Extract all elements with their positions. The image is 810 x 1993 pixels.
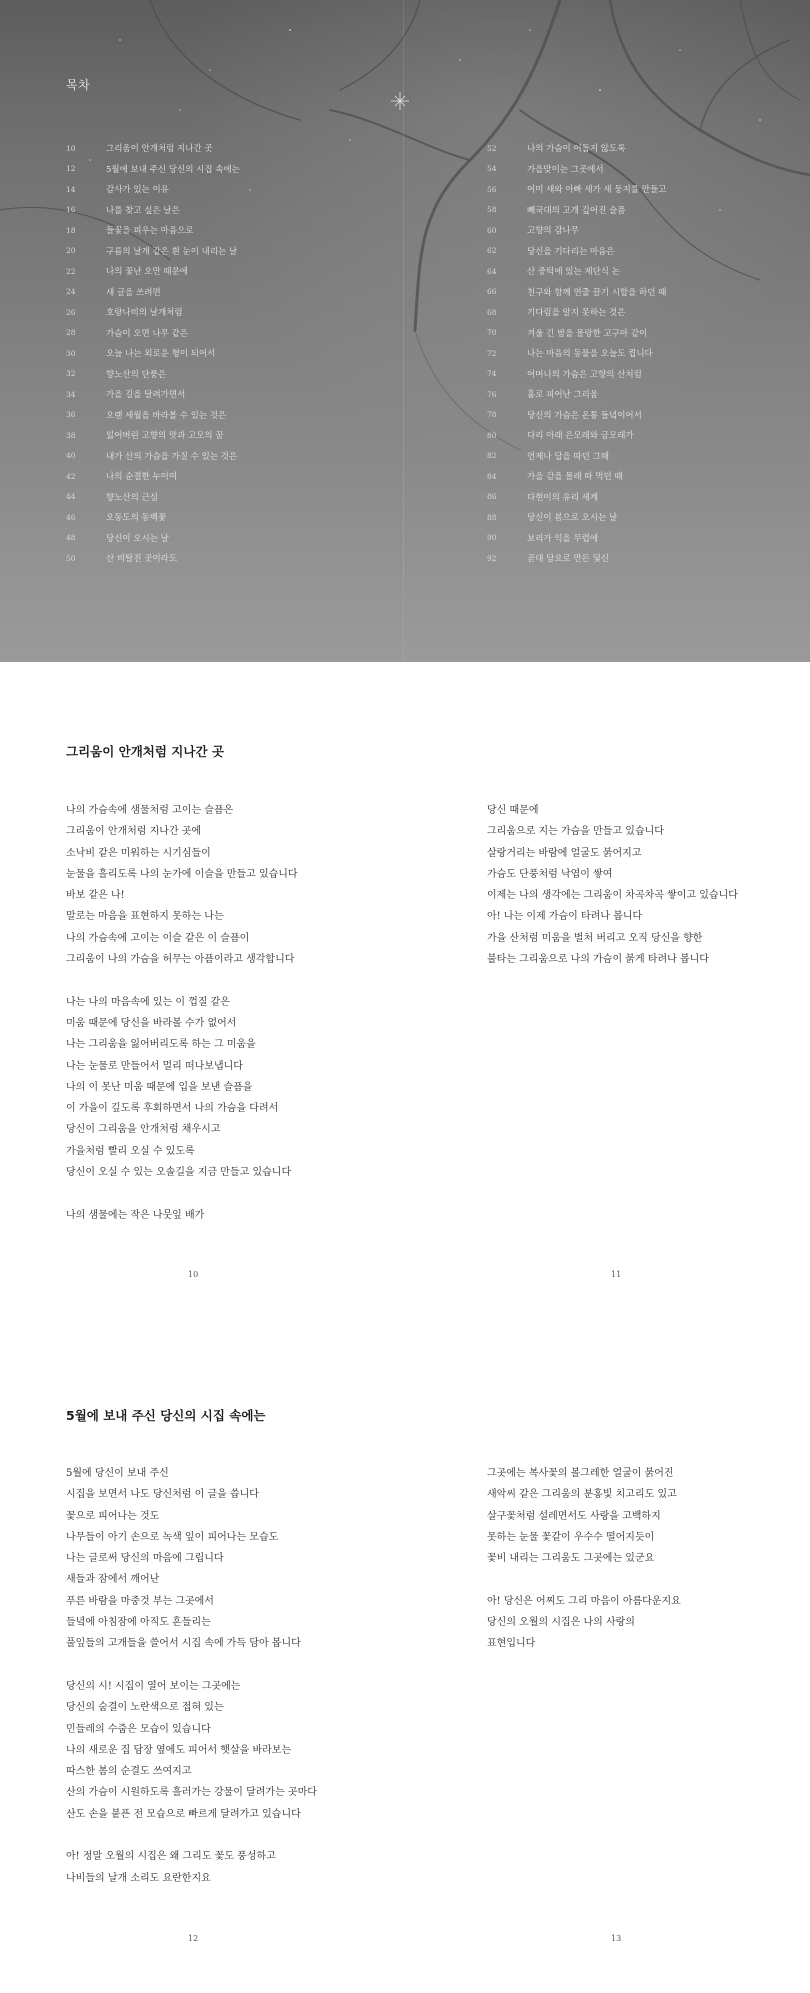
toc-page-number: 70: [487, 328, 497, 338]
poem-line: 가슴도 단풍처럼 낙엽이 쌓여: [487, 868, 613, 880]
poem-line: 그리움이 나의 가슴을 허무는 아픔이라고 생각합니다: [66, 954, 295, 966]
toc-entry: [66, 364, 396, 385]
toc-entry: [487, 364, 810, 385]
poem-line: 나무들이 아기 손으로 녹색 잎이 피어나는 모습도: [66, 1531, 279, 1543]
toc-entry: [487, 384, 810, 405]
poem-line: 당신의 시! 시집이 열어 보이는 그곳에는: [66, 1680, 241, 1692]
toc-page-number: 12: [66, 164, 76, 174]
poem-line: 당신의 숨결이 노란색으로 접혀 있는: [66, 1702, 224, 1714]
toc-entry-title: 향노산의 단풍은: [106, 369, 167, 380]
toc-entry: [487, 446, 810, 467]
toc-entry-title: 기다림을 알지 못하는 것은: [527, 308, 626, 319]
toc-entry-title: 곧대 담요로 만든 덫신: [527, 554, 610, 565]
toc-page-number: 38: [66, 430, 76, 440]
toc-entry-title: 친구와 함께 연출 끌기 시합을 하던 때: [527, 287, 667, 298]
poem-line: 가을처럼 빨리 오실 수 있도록: [66, 1145, 195, 1157]
toc-entry: [487, 507, 810, 528]
toc-title: 목차: [66, 78, 91, 92]
poem-line: 새악씨 같은 그리움의 분홍빛 치고리도 있고: [487, 1489, 677, 1501]
poem-line: [487, 1569, 810, 1590]
toc-entry: [487, 138, 810, 159]
toc-entry-title: 산 비탈진 곳이라도: [106, 554, 178, 565]
page-number-left: 10: [188, 1270, 199, 1279]
poem-line: 나는 그리움을 잃어버리도록 하는 그 미움을: [66, 1039, 256, 1051]
poem-line: 꽃비 내리는 그리움도 그곳에는 있군요: [487, 1553, 655, 1565]
toc-entry-title: 당신을 기다리는 마음은: [527, 246, 615, 257]
toc-entry: [487, 282, 810, 303]
toc-entry: [487, 487, 810, 508]
poem-spread-1: [0, 662, 810, 1322]
toc-entry-title: 가을 길을 달려가면서: [106, 390, 186, 401]
poem-title: 그리움이 안개처럼 지나간 곳: [66, 744, 224, 759]
poem-line: 산도 손을 붙픈 전 모습으로 빠르게 달려가고 있습니다: [66, 1808, 301, 1820]
toc-entry: [487, 261, 810, 282]
toc-entry: [66, 405, 396, 426]
toc-entry-title: 가을 감을 몰래 따 먹던 때: [527, 472, 623, 483]
toc-entry: [66, 159, 396, 180]
toc-entry: [487, 343, 810, 364]
poem-line: 풀잎들의 고개들을 쓸어서 시집 속에 가득 담아 봅니다: [66, 1638, 301, 1650]
toc-entry-title: 오랜 세월을 바라볼 수 있는 것은: [106, 410, 227, 421]
toc-entry-title: 어머니의 가슴은 고향의 산처럼: [527, 369, 642, 380]
poem-line: [66, 1825, 406, 1846]
toc-page-number: 50: [66, 553, 76, 563]
toc-entry-title: 내가 산의 가슴을 가질 수 있는 것은: [106, 451, 238, 462]
toc-page-number: 14: [66, 184, 76, 194]
toc-entry: [66, 425, 396, 446]
toc-entry-title: 언제나 답을 따던 그때: [527, 451, 610, 462]
toc-page-number: 64: [487, 266, 497, 276]
toc-entry: [66, 261, 396, 282]
toc-entry-title: 나의 가슴이 어둡지 않도록: [527, 144, 626, 155]
toc-page-number: 76: [487, 389, 497, 399]
poem-line: 나의 샘물에는 작은 나뭇잎 배가: [66, 1209, 205, 1221]
poem-line: 눈물을 흘리도록 나의 눈가에 이슬을 만들고 있습니다: [66, 868, 298, 880]
toc-page-number: 80: [487, 430, 497, 440]
poem-spread-2: [0, 1322, 810, 1993]
toc-page-number: 84: [487, 471, 497, 481]
poem-line: 나비들의 날개 소리도 요란한지요: [66, 1872, 211, 1884]
toc-page-number: 88: [487, 512, 497, 522]
toc-entry: [487, 220, 810, 241]
toc-entry-title: 향노산의 근심: [106, 492, 158, 503]
poem-line: 나는 나의 마음속에 있는 이 껍질 같은: [66, 996, 230, 1008]
toc-page-number: 44: [66, 492, 76, 502]
page-number-left: 12: [188, 1934, 199, 1943]
poem-line: 가을 산처럼 미움을 벌처 버리고 오직 당신을 향한: [487, 932, 703, 944]
toc-entry: [66, 384, 396, 405]
toc-page-number: 46: [66, 512, 76, 522]
poem-line: 소낙비 같은 미워하는 시기심들이: [66, 847, 211, 859]
toc-page-number: 28: [66, 328, 76, 338]
toc-entry: [487, 200, 810, 221]
poem-line: 푸른 바람을 마중것 부는 그곳에서: [66, 1595, 214, 1607]
toc-page-number: 16: [66, 205, 76, 215]
toc-page-number: 18: [66, 225, 76, 235]
toc-page-number: 10: [66, 143, 76, 153]
spine-fold: [403, 0, 404, 662]
toc-page-number: 72: [487, 348, 497, 358]
poem-line: 아! 정말 오월의 시집은 왜 그리도 꽃도 풍성하고: [66, 1851, 276, 1863]
toc-page-number: 52: [487, 143, 497, 153]
toc-entry: [66, 466, 396, 487]
toc-page-number: 42: [66, 471, 76, 481]
toc-page-number: 20: [66, 246, 76, 256]
page-number-right: 11: [611, 1270, 622, 1279]
poem-line: 그곳에는 복사꽃의 볼그레한 얼굴이 붉어진: [487, 1468, 674, 1479]
toc-entry: [66, 200, 396, 221]
poem-line: 따스한 봄의 순결도 쓰여지고: [66, 1766, 192, 1778]
toc-entry-title: 다리 아래 은모래와 금모래가: [527, 431, 634, 442]
toc-entry-title: 구름의 날개 같은 흰 눈이 내리는 날: [106, 246, 238, 257]
toc-page-number: 58: [487, 205, 497, 215]
poem-line: 시집을 보면서 나도 당신처럼 이 글을 씁니다: [66, 1489, 259, 1501]
toc-entry-title: 나의 순결한 누이여: [106, 472, 178, 483]
poem-line: 살구꽃처럼 설레면서도 사랑을 고백하지: [487, 1510, 661, 1522]
toc-page-number: 48: [66, 533, 76, 543]
toc-entry: [66, 548, 396, 569]
toc-entry-title: 오동도의 동백꽃: [106, 513, 167, 524]
toc-entry: [487, 302, 810, 323]
toc-entry: [66, 343, 396, 364]
toc-entry: [487, 159, 810, 180]
toc-entry-title: 그리움이 안개처럼 지나간 곳: [106, 144, 213, 155]
toc-entry-title: 고향의 감나무: [527, 226, 579, 237]
toc-page-number: 86: [487, 492, 497, 502]
toc-page-number: 32: [66, 369, 76, 379]
toc-entry-title: 당신이 봄으로 오시는 날: [527, 513, 618, 524]
toc-entry: [66, 528, 396, 549]
toc-entry-title: 다현이의 유리 세계: [527, 492, 599, 503]
toc-left-column: [66, 138, 396, 569]
toc-entry-title: 당신이 오시는 날: [106, 533, 169, 544]
poem-line: 미움 때문에 당신을 바라볼 수가 없어서: [66, 1017, 237, 1029]
toc-entry-title: 잃어버린 고향의 맛과 고모의 꿈: [106, 431, 224, 442]
poem-line: [66, 1183, 406, 1204]
toc-entry-title: 당신의 가슴은 온통 들녘이어서: [527, 410, 642, 421]
toc-entry-title: 나를 찾고 싶은 날은: [106, 205, 180, 216]
poem-right-column: [487, 1463, 810, 1655]
poem-line: 바보 같은 나!: [66, 890, 125, 902]
toc-entry: [66, 446, 396, 467]
toc-entry-title: 오늘 나는 외로운 형이 되어서: [106, 349, 216, 360]
poem-title: 5월에 보내 주신 당신의 시집 속에는: [66, 1408, 266, 1423]
toc-page-number: 68: [487, 307, 497, 317]
poem-line: 당신 때문에: [487, 805, 539, 816]
toc-entry: [66, 487, 396, 508]
toc-page-number: 60: [487, 225, 497, 235]
poem-line: 나는 눈물로 만들어서 멀리 떠나보냅니다: [66, 1060, 243, 1072]
toc-entry: [66, 138, 396, 159]
toc-entry-title: 새 글을 쓰려면: [106, 287, 161, 298]
toc-page-number: 22: [66, 266, 76, 276]
poem-line: 5월에 당신이 보내 주신: [66, 1468, 169, 1479]
poem-line: 그리움으로 지는 가슴을 만들고 있습니다: [487, 826, 664, 838]
toc-entry-title: 가슴이 오면 나무 같은: [106, 328, 189, 339]
toc-page-number: 56: [487, 184, 497, 194]
poem-line: 나의 가슴속에 고이는 이슬 같은 이 슬픔이: [66, 932, 250, 944]
toc-page-number: 90: [487, 533, 497, 543]
toc-entry: [487, 528, 810, 549]
toc-entry-title: 감사가 있는 이유: [106, 185, 169, 196]
toc-entry-title: 빼국대의 고개 깊어진 슬픔: [527, 205, 626, 216]
toc-page-number: 24: [66, 287, 76, 297]
poem-line: 민들레의 수줍은 모습이 있습니다: [66, 1723, 211, 1735]
toc-entry: [66, 241, 396, 262]
toc-entry: [66, 282, 396, 303]
toc-page-number: 62: [487, 246, 497, 256]
toc-entry-title: 가을맞이는 그곳에서: [527, 164, 604, 175]
toc-entry-title: 보리가 익을 무렵에: [527, 533, 599, 544]
toc-page-number: 40: [66, 451, 76, 461]
poem-line: 그리움이 안개처럼 지나간 곳에: [66, 826, 202, 838]
toc-entry: [66, 507, 396, 528]
poem-line: 못하는 눈물 꽃같이 우수수 떨어지듯이: [487, 1531, 655, 1543]
toc-page-number: 66: [487, 287, 497, 297]
poem-line: 당신이 그리움을 안개처럼 채우시고: [66, 1124, 221, 1136]
poem-line: 당신의 오월의 시집은 나의 사랑의: [487, 1617, 635, 1629]
poem-line: 살랑거리는 바람에 얼굴도 붉어지고: [487, 847, 642, 859]
toc-page-number: 26: [66, 307, 76, 317]
toc-entry-title: 홀로 피어난 그리움: [527, 390, 599, 401]
poem-line: 들녘에 아침잠에 아직도 흔들리는: [66, 1617, 211, 1629]
poem-right-column: [487, 800, 810, 970]
poem-line: 새들과 잠에서 깨어난: [66, 1574, 160, 1586]
poem-line: 말로는 마음을 표현하지 못하는 나는: [66, 911, 224, 923]
toc-entry-title: 들꽃을 피우는 마음으로: [106, 226, 194, 237]
poem-left-column: [66, 1463, 406, 1889]
poem-line: 아! 당신은 어찌도 그리 마음이 아름다운지요: [487, 1595, 681, 1607]
toc-page-number: 30: [66, 348, 76, 358]
toc-entry-title: 어미 새와 아빠 새가 새 둥지를 만들고: [527, 185, 667, 196]
toc-page-number: 74: [487, 369, 497, 379]
poem-line: 아! 나는 이제 가슴이 타려나 봅니다: [487, 911, 643, 923]
toc-entry: [487, 323, 810, 344]
toc-entry-title: 나의 꽃난 오만 때문에: [106, 267, 189, 278]
toc-entry: [487, 179, 810, 200]
toc-entry: [487, 466, 810, 487]
poem-line: [66, 970, 406, 991]
poem-line: 이 가을이 깊도록 후회하면서 나의 가슴을 다려서: [66, 1103, 279, 1115]
toc-entry: [487, 405, 810, 426]
toc-entry: [66, 302, 396, 323]
poem-line: 불타는 그리움으로 나의 가슴이 붉게 타려나 봅니다: [487, 954, 709, 966]
toc-entry-title: 산 중턱에 있는 제단식 논: [527, 267, 620, 278]
toc-spread: [0, 0, 810, 662]
toc-page-number: 36: [66, 410, 76, 420]
poem-line: [66, 1655, 406, 1676]
poem-line: 나의 새로운 집 담장 옆에도 피어서 햇살을 바라보는: [66, 1744, 292, 1756]
poem-line: 나의 가슴속에 샘물처럼 고이는 슬픔은: [66, 805, 234, 816]
toc-page-number: 54: [487, 164, 497, 174]
sparkle-icon: [391, 92, 409, 110]
toc-right-column: [487, 138, 810, 569]
toc-entry: [66, 220, 396, 241]
toc-entry: [487, 425, 810, 446]
poem-line: 당신이 오실 수 있는 오솔길을 지금 만들고 있습니다: [66, 1167, 292, 1179]
toc-page-number: 92: [487, 553, 497, 563]
toc-entry-title: 5월에 보내 주신 당신의 시집 속에는: [106, 164, 240, 175]
toc-entry: [487, 241, 810, 262]
toc-entry-title: 겨울 긴 밤을 몰랑한 고구마 같이: [527, 328, 648, 339]
toc-entry: [66, 323, 396, 344]
poem-left-column: [66, 800, 406, 1226]
poem-line: 나의 이 못난 미움 때문에 입을 보낸 슬픔을: [66, 1081, 253, 1093]
toc-page-number: 82: [487, 451, 497, 461]
poem-line: 표현입니다: [487, 1638, 536, 1650]
poem-line: 나는 글로써 당신의 마음에 그립니다: [66, 1553, 224, 1565]
poem-line: 꽃으로 피어나는 것도: [66, 1510, 160, 1522]
toc-page-number: 78: [487, 410, 497, 420]
poem-line: 산의 가슴이 시원하도록 흘러가는 강물이 달려가는 곳마다: [66, 1787, 317, 1799]
toc-page-number: 34: [66, 389, 76, 399]
page-number-right: 13: [611, 1934, 622, 1943]
toc-entry: [487, 548, 810, 569]
toc-entry: [66, 179, 396, 200]
toc-entry-title: 호랑나비의 날개처럼: [106, 308, 183, 319]
toc-entry-title: 나는 마음의 동물을 오늘도 켭니다: [527, 349, 653, 360]
poem-line: 이제는 나의 생각에는 그리움이 차곡차곡 쌓이고 있습니다: [487, 890, 738, 902]
